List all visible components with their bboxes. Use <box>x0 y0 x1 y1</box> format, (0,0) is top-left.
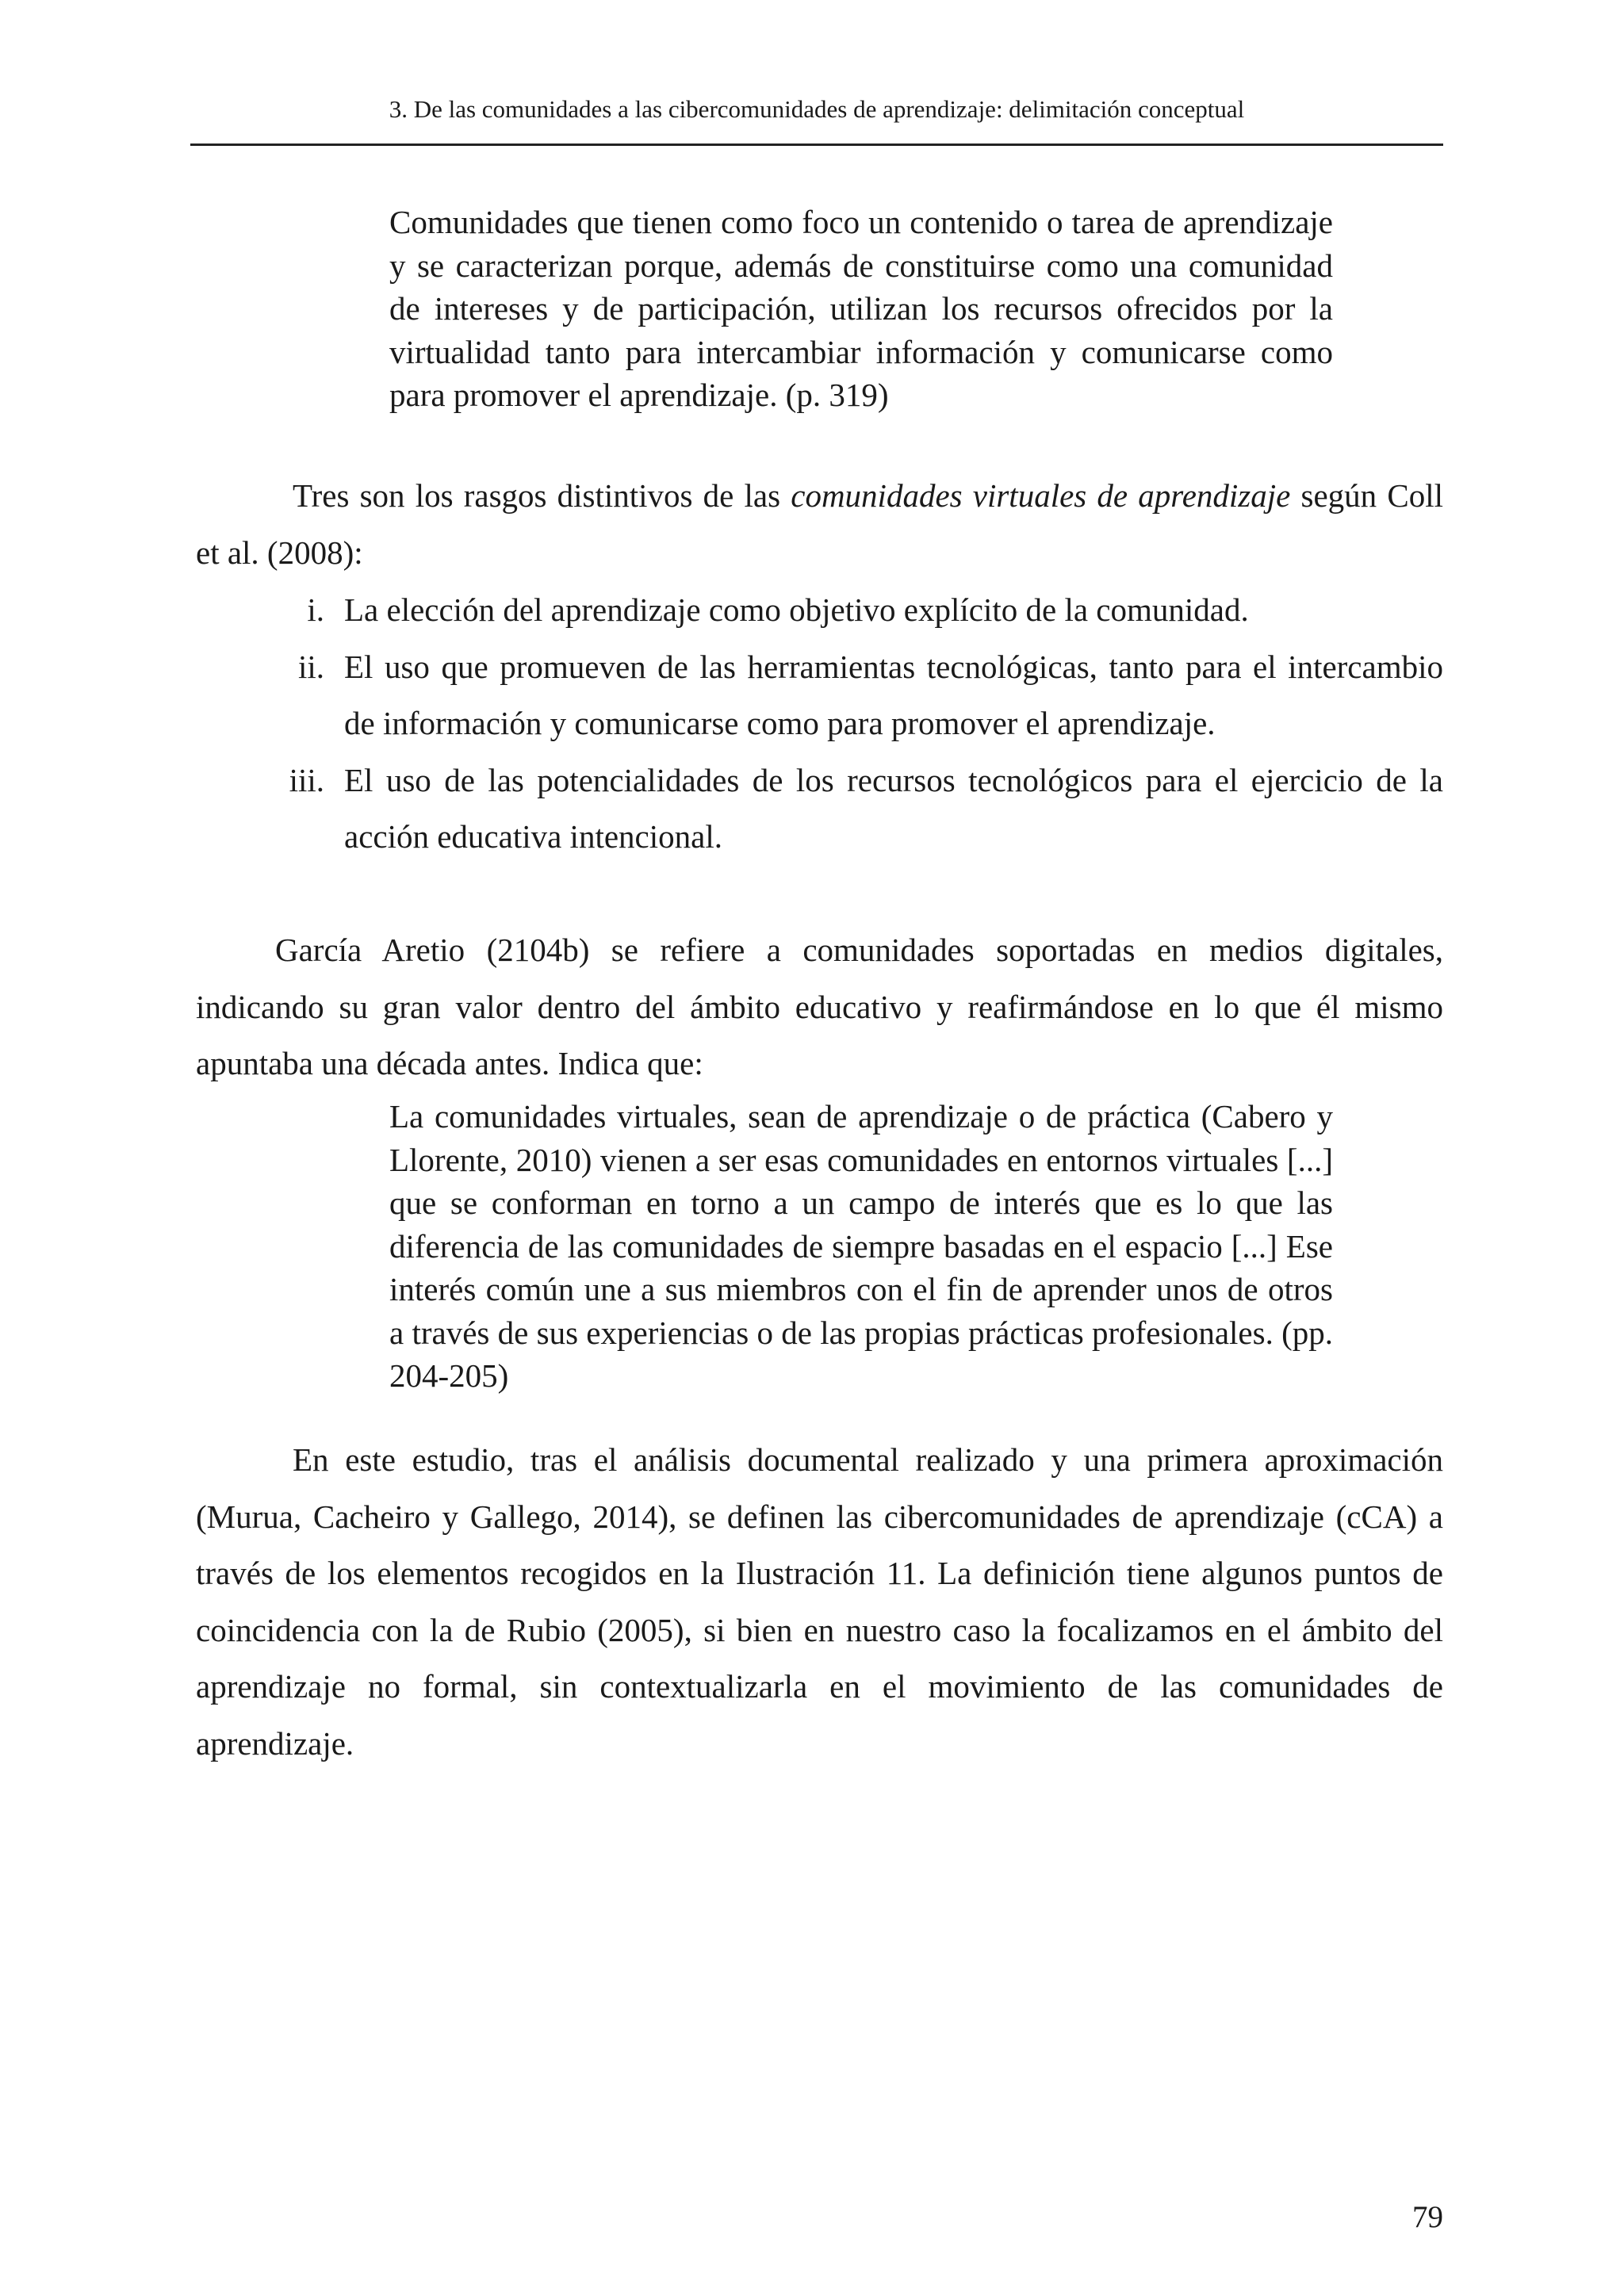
list-marker: iii. <box>289 761 324 798</box>
list-item-text: El uso que promueven de las herramientas tecnológicas, tanto para el intercambio de información y comunicarse como para promover el aprendizaje. <box>344 648 1443 741</box>
paragraph-text-after-italic: según Coll et al. (2008): <box>196 477 1443 571</box>
list-item <box>0 582 1443 639</box>
paragraph-text-before-italic: Tres son los rasgos distintivos de las <box>293 477 791 514</box>
paragraph-text: En este estudio, tras el análisis documental realizado y una primera aproximación (Murua, Cacheiro y Gallego, 2014), se definen las cibercomunidades de aprendizaje (cCA) a través de los elementos recogidos en la Ilustración 11. La definición tiene algunos puntos de coincidencia con la de Rubio (2005), si bien en nuestro caso la focalizamos en el ámbito del aprendizaje no formal, sin contextualizarla en el movimiento de las comunidades de aprendizaje. <box>196 1441 1443 1762</box>
list-item <box>0 752 1443 866</box>
paragraph-este-estudio <box>196 1432 1443 1772</box>
list-item-text: La elección del aprendizaje como objetivo explícito de la comunidad. <box>344 591 1249 628</box>
features-list <box>0 582 1624 866</box>
header-rule <box>190 144 1443 146</box>
block-quote-garcia-aretio: La comunidades virtuales, sean de aprendizaje o de práctica (Cabero y Llorente, 2010) vienen a ser esas comunidades en entornos virtuales [...] que se conforman en torno a un campo de interés que es lo que las diferencia de las comunidades de siempre basadas en el espacio [...] Ese interés común une a sus miembros con el fin de aprender unos de otros a través de sus experiencias o de las propias prácticas profesionales. (pp. 204-205) <box>389 1098 1333 1394</box>
list-marker: ii. <box>297 648 324 685</box>
list-item-text: El uso de las potencialidades de los recursos tecnológicos para el ejercicio de la acción educativa intencional. <box>344 761 1443 855</box>
running-header: 3. De las comunidades a las cibercomunidades de aprendizaje: delimitación conceptual <box>389 95 1245 123</box>
page-number: 79 <box>1412 2200 1443 2234</box>
list-item <box>0 639 1443 752</box>
paragraph-garcia-aretio <box>196 922 1443 1093</box>
list-marker: i. <box>307 591 324 628</box>
block-quote-coll: Comunidades que tienen como foco un contenido o tarea de aprendizaje y se caracterizan porque, además de constituirse como una comunidad de intereses y de participación, utilizan los recursos ofrecidos por la virtualidad tanto para intercambiar información y comunicarse como para promover el aprendizaje. (p. 319) <box>389 204 1333 413</box>
paragraph-text: García Aretio (2104b) se refiere a comunidades soportadas en medios digitales, indicando su gran valor dentro del ámbito educativo y reafirmándose en lo que él mismo apuntaba una década antes. Indica que: <box>196 932 1443 1081</box>
paragraph-italic-term: comunidades virtuales de aprendizaje <box>791 477 1291 514</box>
paragraph-rasgos-distintivos <box>196 468 1443 581</box>
